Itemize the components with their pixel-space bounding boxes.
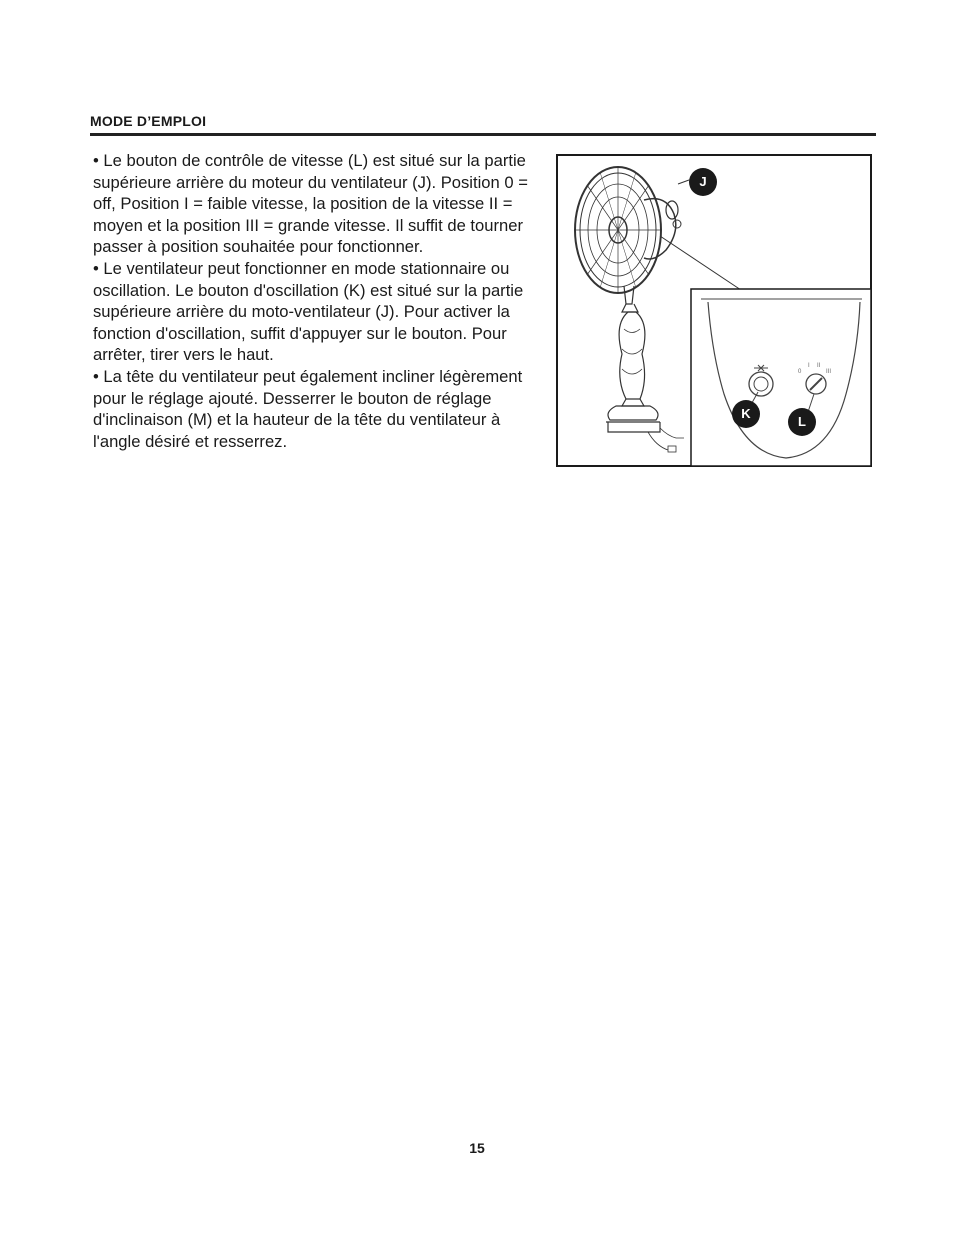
fan-illustration bbox=[556, 154, 872, 467]
label-j-motor: J bbox=[689, 168, 717, 196]
paragraph-speed-control: • Le bouton de contrôle de vitesse (L) est situé sur la partie supérieure arrière du moteur du ventilateur (J). Position 0 = off, Position I = faible vitesse, la position de la vitesse II = moyen et la position III = grande vitesse. Il suffit de tourner passer à position souhaitée pour fonctionner. bbox=[93, 151, 528, 257]
label-l-speed-dial: L bbox=[788, 408, 816, 436]
label-k-oscillation-button: K bbox=[732, 400, 760, 428]
dial-mark-3: III bbox=[826, 369, 832, 375]
dial-mark-0: 0 bbox=[798, 369, 802, 375]
fan-drawing bbox=[556, 154, 872, 467]
section-divider bbox=[90, 133, 876, 136]
page-number: 15 bbox=[469, 1140, 485, 1156]
paragraph-oscillation: • Le ventilateur peut fonctionner en mode stationnaire ou oscillation. Le bouton d'oscillation (K) est situé sur la partie supérieure arrière du moto-ventilateur (J). Pour activer la fonction d'oscillation, suffit d'appuyer sur le bouton. Pour arrêter, tirer vers le haut. bbox=[93, 258, 524, 365]
dial-mark-1: I bbox=[808, 363, 810, 369]
instructions-text bbox=[93, 150, 543, 452]
paragraph-tilt: • La tête du ventilateur peut également incliner légèrement pour le réglage ajouté. Desserrer le bouton de réglage d'inclinaison (M) et la hauteur de la tête du ventilateur à l'angle désiré et resserrez. bbox=[93, 366, 523, 451]
section-title: MODE D’EMPLOI bbox=[90, 113, 207, 129]
dial-mark-2: II bbox=[817, 363, 821, 369]
